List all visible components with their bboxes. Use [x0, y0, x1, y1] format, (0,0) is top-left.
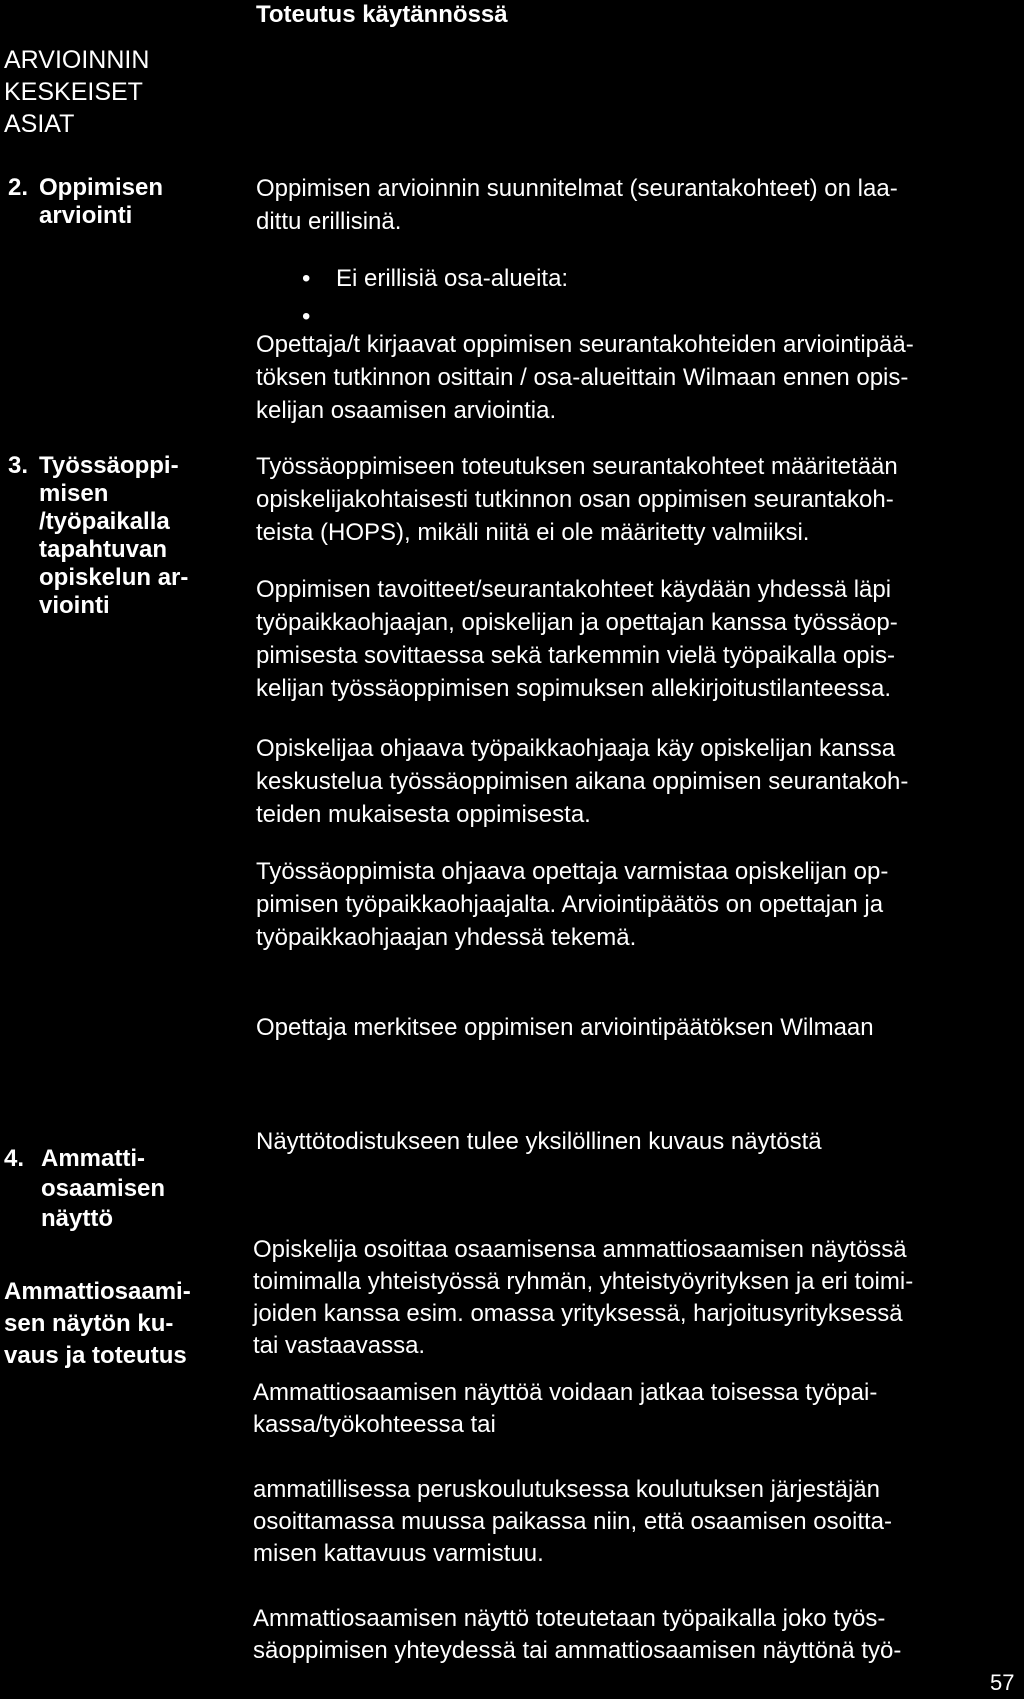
section-label-line: opiskelun ar- [39, 564, 189, 591]
text-line: Oppimisen tavoitteet/seurantakohteet käydään yhdessä läpi [256, 576, 892, 603]
text-line: pimisesta sovittaessa sekä tarkemmin vielä työpaikalla opis- [256, 642, 895, 669]
left-heading-line: ASIAT [4, 110, 75, 138]
text-line: Työssäoppimiseen toteutuksen seurantakohteet määritetään [256, 453, 898, 480]
paragraph-goals-review [256, 573, 1000, 705]
paragraph-wilma-entry [256, 1011, 1000, 1044]
bullet-list [302, 262, 1002, 333]
text-line: työpaikkaohjaajan yhdessä tekemä. [256, 924, 637, 951]
text-line: teiden mukaisesta oppimisesta. [256, 801, 591, 828]
section-number: 4. [4, 1145, 25, 1172]
text-line: Oppimisen arvioinnin suunnitelmat (seurantakohteet) on laa- [256, 175, 898, 202]
text-line: kelijan työssäoppimisen sopimuksen allekirjoitustilanteessa. [256, 675, 891, 702]
bullet-item [302, 262, 1002, 295]
paragraph-supervisor-discussion [256, 732, 1000, 831]
section-label-line: Työssäoppi- [39, 452, 179, 479]
section-label-line: arviointi [39, 202, 133, 229]
section-label-line: Ammattiosaami- [4, 1278, 191, 1305]
text-line: Opiskelijaa ohjaava työpaikkaohjaaja käy opiskelijan kanssa [256, 735, 896, 762]
section-number: 2. [8, 174, 29, 201]
text-line: tai vastaavassa. [253, 1332, 426, 1359]
paragraph-plans [256, 172, 1000, 238]
text-line: toimimalla yhteistyössä ryhmän, yhteistyöyrityksen ja eri toimi- [253, 1268, 914, 1295]
text-line: opiskelijakohtaisesti tutkinnon osan oppimisen seurantakoh- [256, 486, 894, 513]
text-line: misen kattavuus varmistuu. [253, 1540, 544, 1567]
bullet-dot-icon: • [302, 303, 311, 330]
paragraph-demo-execution [253, 1603, 1017, 1667]
section-4-label [4, 1144, 165, 1234]
section-label-line: vaus ja toteutus [4, 1342, 187, 1369]
left-heading [4, 44, 149, 140]
text-line: kassa/työkohteessa tai [253, 1411, 496, 1438]
paragraph-demonstration [253, 1234, 1017, 1362]
paragraph-workplace-targets [256, 450, 1000, 549]
text-line: Ammattiosaamisen näyttö toteutetaan työpaikalla joko työs- [253, 1605, 886, 1632]
section-number: 3. [8, 452, 29, 479]
paragraph-certificate [256, 1125, 1000, 1158]
paragraph-teacher-records [256, 328, 1000, 427]
text-line: Näyttötodistukseen tulee yksilöllinen kuvaus näytöstä [256, 1128, 822, 1155]
left-heading-line: ARVIOINNIN [4, 46, 150, 74]
text-line: Työssäoppimista ohjaava opettaja varmistaa opiskelijan op- [256, 858, 889, 885]
text-line: Ammattiosaamisen näyttöä voidaan jatkaa toisessa työpai- [253, 1379, 878, 1406]
text-line: ammatillisessa peruskoulutuksessa koulutuksen järjestäjän [253, 1476, 880, 1503]
section-label-line: Oppimisen [39, 174, 164, 201]
text-line: kelijan osaamisen arviointia. [256, 397, 557, 424]
bullet-text: Ei erillisiä osa-alueita: [336, 265, 569, 292]
section-label-line: /työpaikalla [39, 508, 170, 535]
section-label-line: misen [39, 480, 109, 507]
text-line: Opettaja/t kirjaavat oppimisen seurantakohteiden arviointipää- [256, 331, 914, 358]
text-line: osoittamassa muussa paikassa niin, että osaamisen osoitta- [253, 1508, 892, 1535]
section-3-label [8, 452, 188, 620]
section-label-line: viointi [39, 592, 110, 619]
left-heading-line: KESKEISET [4, 78, 143, 106]
text-line: töksen tutkinnon osittain / osa-alueittain Wilmaan ennen opis- [256, 364, 909, 391]
page-number: 57 [990, 1670, 1015, 1695]
section-label-line: Ammatti- [41, 1145, 146, 1172]
text-line: joiden kanssa esim. omassa yrityksessä, harjoitusyrityksessä [253, 1300, 903, 1327]
text-line: dittu erillisinä. [256, 208, 402, 235]
text-line: Opettaja merkitsee oppimisen arviointipäätöksen Wilmaan [256, 1014, 874, 1041]
section-label-line: sen näytön ku- [4, 1310, 174, 1337]
section-label-line: tapahtuvan [39, 536, 168, 563]
page-header-title: Toteutus käytännössä [256, 1, 508, 28]
section-4-sublabel [4, 1276, 191, 1372]
text-line: keskustelua työssäoppimisen aikana oppimisen seurantakoh- [256, 768, 909, 795]
section-2-label [8, 174, 163, 230]
bullet-dot-icon: • [302, 265, 311, 292]
paragraph-vocational-training [253, 1474, 1017, 1570]
paragraph-teacher-verification [256, 855, 1000, 954]
text-line: teista (HOPS), mikäli niitä ei ole määritetty valmiiksi. [256, 519, 810, 546]
text-line: työpaikkaohjaajan, opiskelijan ja opettajan kanssa työssäop- [256, 609, 898, 636]
text-line: pimisen työpaikkaohjaajalta. Arviointipäätös on opettajan ja [256, 891, 884, 918]
section-label-line: näyttö [41, 1205, 113, 1232]
text-line: Opiskelija osoittaa osaamisensa ammattiosaamisen näytössä [253, 1236, 907, 1263]
section-label-line: osaamisen [41, 1175, 166, 1202]
paragraph-continue-demo [253, 1377, 1017, 1441]
text-line: säoppimisen yhteydessä tai ammattiosaamisen näyttönä työ- [253, 1637, 902, 1664]
